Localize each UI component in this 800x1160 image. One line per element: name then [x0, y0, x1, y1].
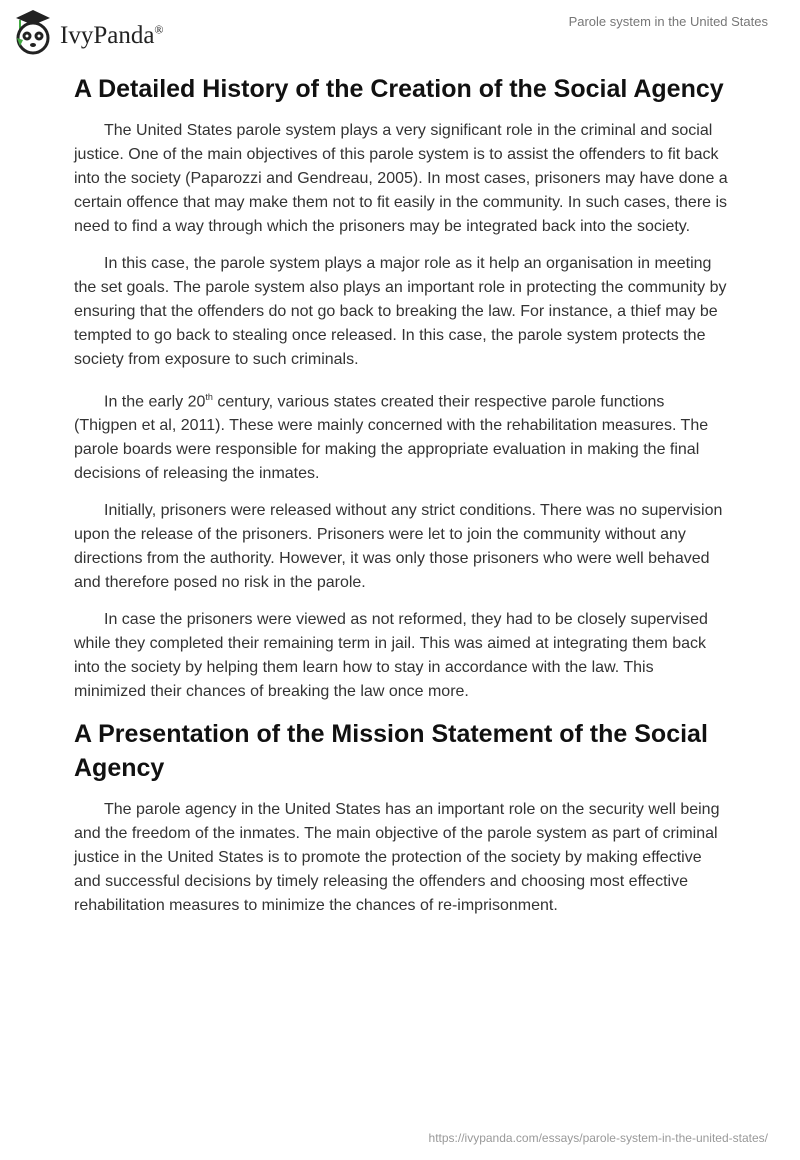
essay-content — [74, 72, 728, 931]
paragraph: In case the prisoners were viewed as not reformed, they had to be closely supervised while they completed their remaining term in jail. This was aimed at integrating them back into the society by helping them learn how to stay in accordance with the law. This minimized their chances of breaking the law once more. — [74, 611, 708, 701]
section-heading: A Detailed History of the Creation of the Social Agency — [74, 75, 724, 103]
paragraph: In the early 20th century, various states created their respective parole functions (Thigpen et al, 2011). These were mainly concerned with the rehabilitation measures. The parole boards were responsible for making the appropriate evaluation in making the final decisions of releasing the inmates. — [74, 392, 709, 483]
paragraph: The United States parole system plays a very significant role in the criminal and social justice. One of the main objectives of this parole system is to assist the offenders to fit back into the society (Paparozzi and Gendreau, 2005). In most cases, prisoners may have done a certain offence that may make them not to fit easily in the community. In such cases, there is need to find a way through which the prisoners may be integrated back into the society. — [74, 122, 728, 235]
logo-text: IvyPanda® — [60, 22, 164, 49]
paragraph: In this case, the parole system plays a major role as it help an organisation in meeting the set goals. The parole system also plays an important role in protecting the community by ensuring that the offenders do not go back to breaking the law. For instance, a thief may be tempted to go back to stealing once released. In this case, the parole system protects the society from exposure to such criminals. — [74, 255, 727, 368]
paragraph: The parole agency in the United States has an important role on the security well being and the freedom of the inmates. The main objective of the parole system as part of criminal justice in the United States is to promote the protection of the society by making effective and successful decisions by timely releasing the offenders and choosing most effective rehabilitation measures to minimize the chances of re-imprisonment. — [74, 801, 720, 915]
ivypanda-logo[interactable] — [12, 8, 164, 56]
paragraph: Initially, prisoners were released without any strict conditions. There was no supervision upon the release of the prisoners. Prisoners were let to join the community without any directions from the authority. However, it was only those prisoners who were well behaved and therefore posed no risk in the parole. — [74, 502, 723, 592]
panda-logo-icon — [12, 8, 54, 56]
document-title: Parole system in the United States — [568, 14, 768, 29]
source-url[interactable]: https://ivypanda.com/essays/parole-system-in-the-united-states/ — [428, 1131, 768, 1145]
section-heading: A Presentation of the Mission Statement of the Social Agency — [74, 720, 708, 783]
